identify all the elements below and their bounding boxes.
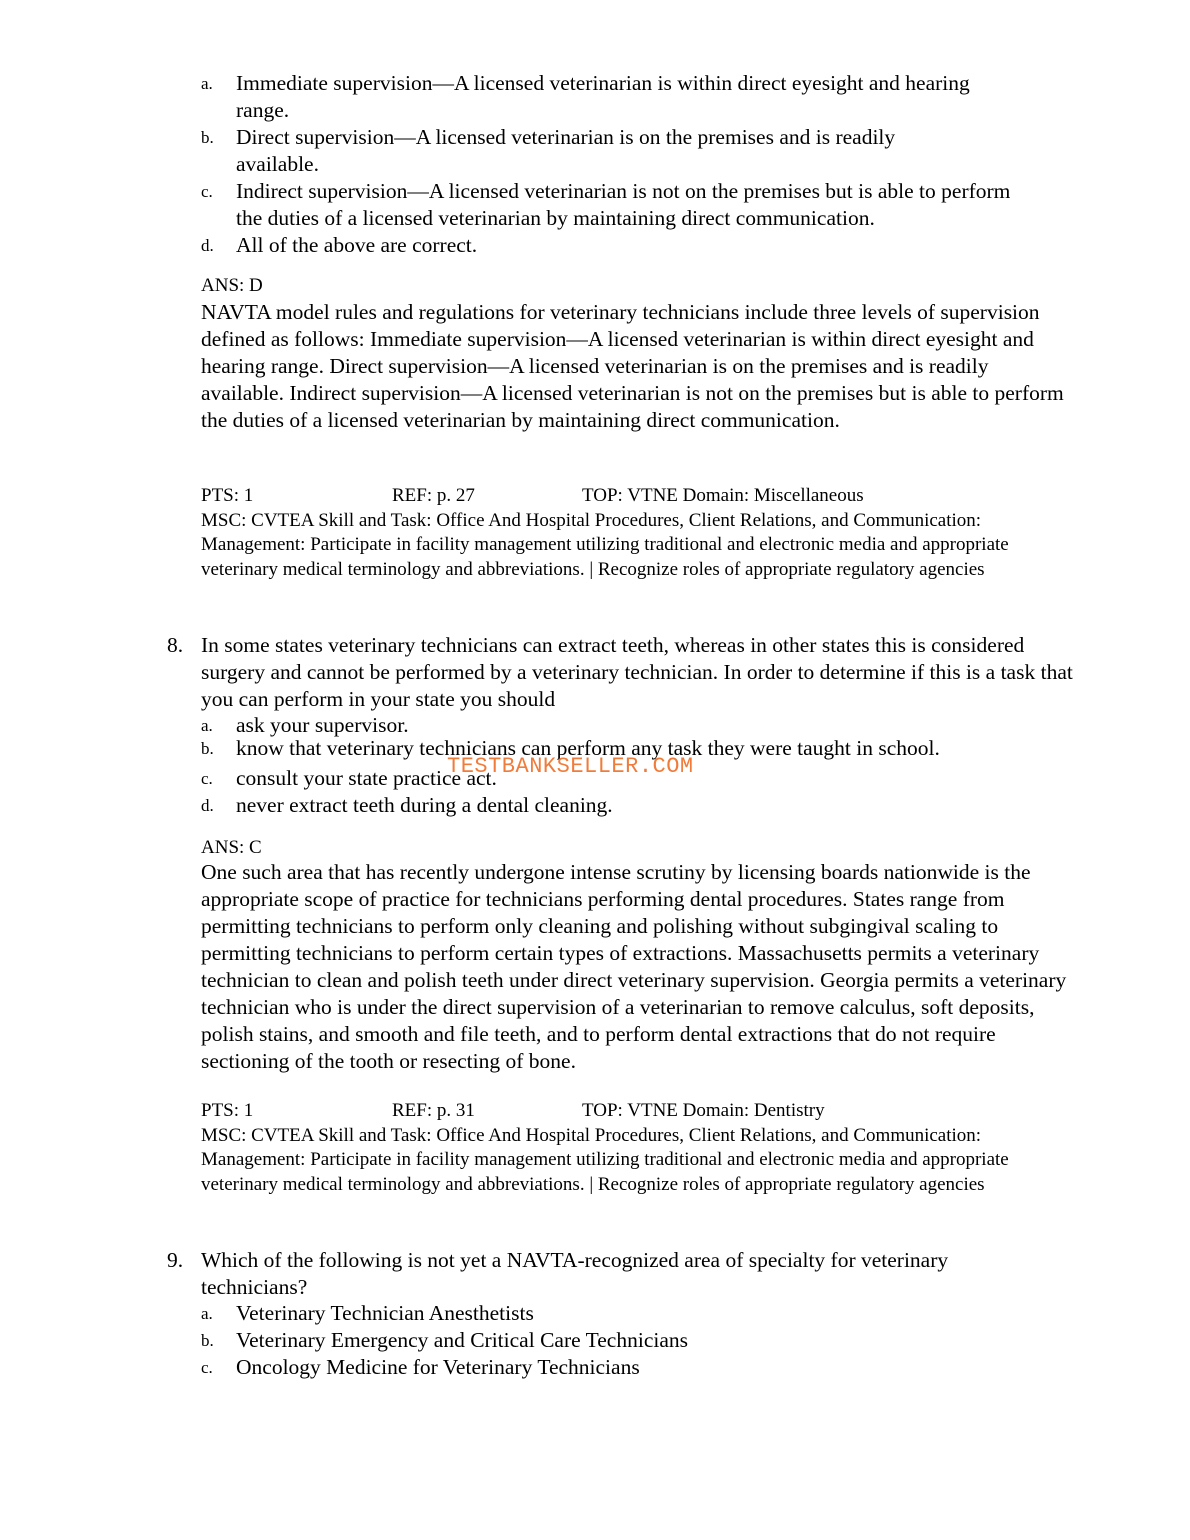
q7-answer: ANS: D	[201, 275, 263, 296]
q9-option-b	[201, 1327, 1081, 1354]
q9-stem: Which of the following is not yet a NAVTA-recognized area of specialty for veterinary technicians?	[201, 1248, 949, 1299]
option-label: b.	[201, 128, 214, 147]
option-text: Direct supervision—A licensed veterinarian is on the premises and is readily available.	[236, 125, 896, 176]
option-text: consult your state practice act.	[236, 766, 497, 790]
reference: REF: p. 31	[392, 1100, 475, 1121]
option-label: b.	[201, 1331, 214, 1350]
q9-option-c	[201, 1354, 1081, 1381]
q9-number: 9.	[167, 1248, 184, 1272]
option-label: d.	[201, 796, 214, 815]
option-label: a.	[201, 1304, 213, 1323]
option-label: d.	[201, 236, 214, 255]
q8-answer: ANS: C	[201, 837, 262, 858]
reference: REF: p. 27	[392, 485, 475, 506]
option-label: b.	[201, 739, 214, 758]
option-label: c.	[201, 769, 213, 788]
option-text: Veterinary Emergency and Critical Care Technicians	[236, 1328, 689, 1352]
q9-option-a	[201, 1300, 1081, 1327]
misc: MSC: CVTEA Skill and Task: Office And Hospital Procedures, Client Relations, and Communication: Management: Participate in facility management utilizing traditional and electronic media and appropriate veterinary medical terminology and abbreviations. | Recognize roles of appropriate regulatory agencies	[201, 509, 1009, 580]
q7-option-a	[201, 70, 1081, 124]
q8-option-d	[201, 792, 1081, 819]
option-text: never extract teeth during a dental cleaning.	[236, 793, 613, 817]
option-text: All of the above are correct.	[236, 233, 478, 257]
watermark: TESTBANKSELLER.COM	[447, 754, 694, 779]
q8-rationale: One such area that has recently undergone intense scrutiny by licensing boards nationwide is the appropriate scope of practice for technicians performing dental procedures. States range from permitting technicians to perform only cleaning and polishing without subgingival scaling to permitting technicians to perform certain types of extractions. Massachusetts permits a veterinary technician to clean and polish teeth under direct veterinary supervision. Georgia permits a veterinary technician who is under the direct supervision of a veterinarian to remove calculus, soft deposits, polish stains, and smooth and file teeth, and to perform dental extractions that do not require sectioning of the tooth or resecting of bone.	[201, 860, 1067, 1073]
topic: TOP: VTNE Domain: Dentistry	[582, 1100, 825, 1121]
option-label: c.	[201, 182, 213, 201]
option-label: a.	[201, 74, 213, 93]
option-text: Oncology Medicine for Veterinary Technicians	[236, 1355, 640, 1379]
q7-rationale: NAVTA model rules and regulations for veterinary technicians include three levels of supervision defined as follows: Immediate supervision—A licensed veterinarian is within direct eyesight and hearing range. Direct supervision—A licensed veterinarian is on the premises and is readily available. Indirect supervision—A licensed veterinarian is not on the premises but is able to perform the duties of a licensed veterinarian by maintaining direct communication.	[201, 300, 1064, 432]
option-text: know that veterinary technicians can perform any task they were taught in school.	[236, 736, 940, 760]
points: PTS: 1	[201, 485, 254, 506]
q8-metadata	[201, 1099, 1081, 1197]
topic: TOP: VTNE Domain: Miscellaneous	[582, 485, 864, 506]
q8-stem: In some states veterinary technicians can extract teeth, whereas in other states this is considered surgery and cannot be performed by a veterinary technician. In order to determine if this is a task that you can perform in your state you should	[201, 633, 1073, 711]
misc: MSC: CVTEA Skill and Task: Office And Hospital Procedures, Client Relations, and Communication: Management: Participate in facility management utilizing traditional and electronic media and appropriate veterinary medical terminology and abbreviations. | Recognize roles of appropriate regulatory agencies	[201, 1124, 1009, 1195]
option-label: c.	[201, 1358, 213, 1377]
option-text: Immediate supervision—A licensed veterinarian is within direct eyesight and hearing range.	[236, 71, 970, 122]
points: PTS: 1	[201, 1100, 254, 1121]
option-text: Indirect supervision—A licensed veterinarian is not on the premises but is able to perform the duties of a licensed veterinarian by maintaining direct communication.	[236, 179, 1011, 230]
q7-option-c	[201, 178, 1081, 232]
q7-metadata	[201, 484, 1081, 582]
q8-number: 8.	[167, 633, 184, 657]
q7-option-d	[201, 232, 1081, 259]
q7-option-b	[201, 124, 1081, 178]
option-label: a.	[201, 716, 213, 735]
option-text: Veterinary Technician Anesthetists	[236, 1301, 534, 1325]
option-text: ask your supervisor.	[236, 713, 409, 737]
